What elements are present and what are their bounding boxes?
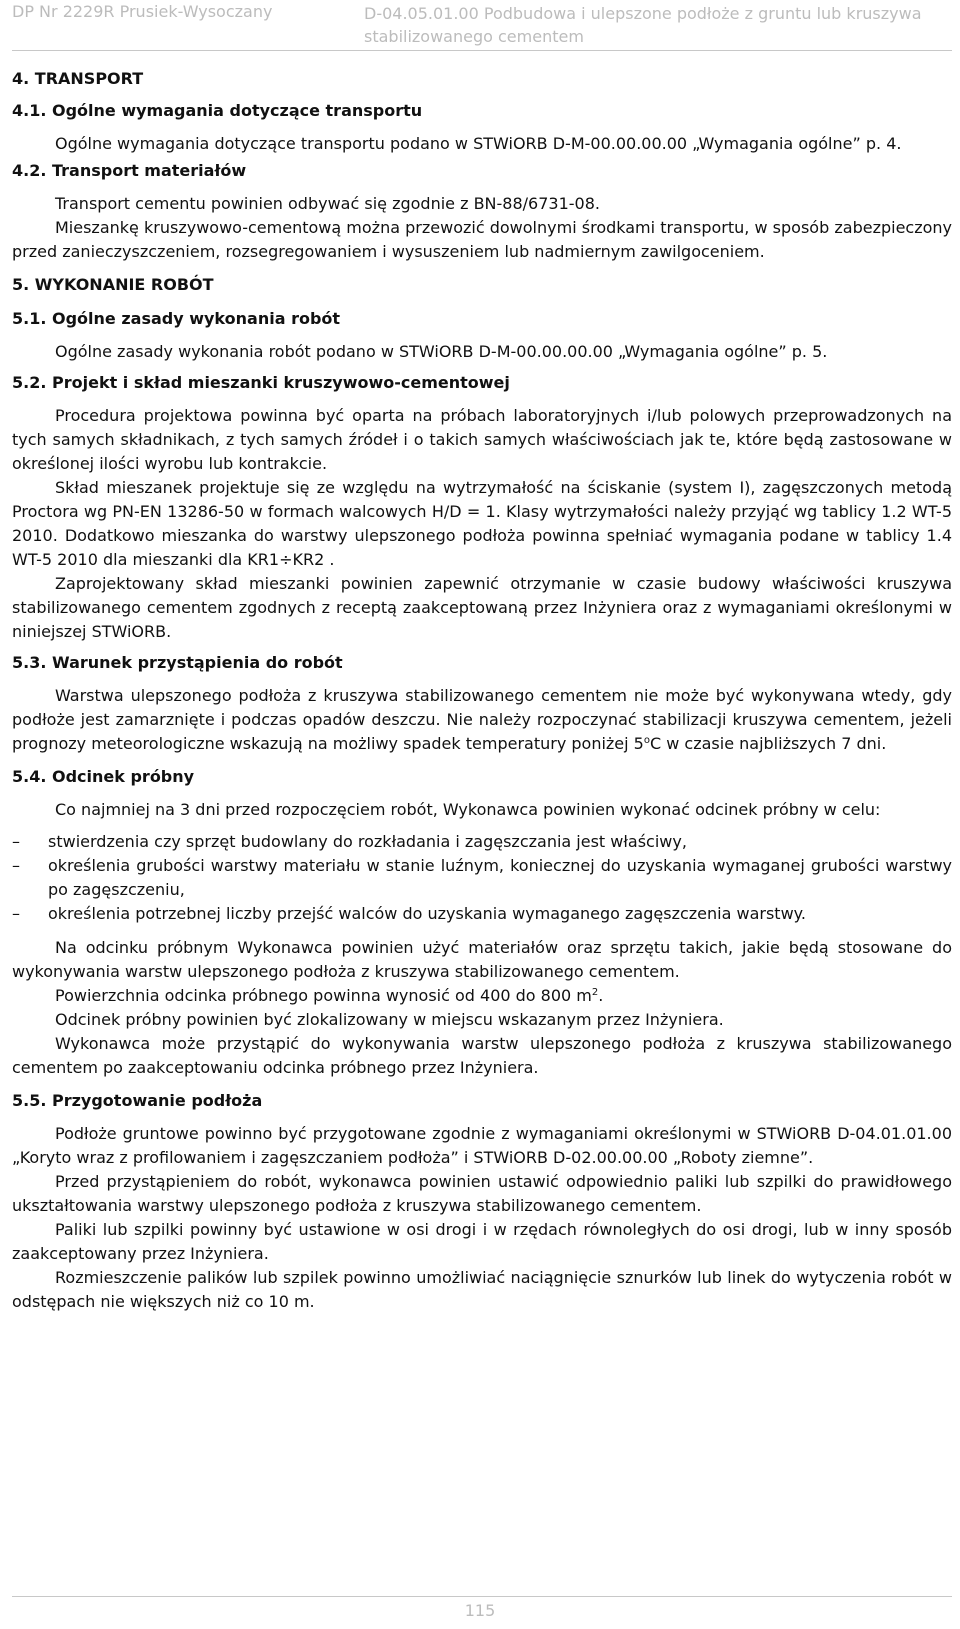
footer-divider: [12, 1596, 952, 1597]
section-heading-5: 5. WYKONANIE ROBÓT: [12, 275, 214, 294]
paragraph-5-3-text-b: C w czasie najbliższych 7 dni.: [649, 734, 887, 753]
section-heading-5-2: 5.2. Projekt i skład mieszanki kruszywowo-cementowej: [12, 373, 510, 392]
degree-superscript: o: [643, 735, 650, 746]
paragraph-5-4-2-text-b: .: [598, 986, 604, 1005]
section-heading-5-1: 5.1. Ogólne zasady wykonania robót: [12, 309, 341, 328]
list-item: – stwierdzenia czy sprzęt budowlany do rozkładania i zagęszczania jest właściwy,: [12, 830, 952, 854]
paragraph-5-4-3: Odcinek próbny powinien być zlokalizowany w miejscu wskazanym przez Inżyniera.: [55, 1010, 724, 1029]
paragraph-5-4-2: [12, 984, 952, 1008]
paragraph-4-2-2: Mieszankę kruszywowo-cementową można przewozić dowolnymi środkami transportu, w sposób zabezpieczony przed zanieczyszczeniem, rozsegregowaniem i wysuszeniem lub nadmiernym zawilgoceniem.: [12, 218, 952, 261]
header-project: DP Nr 2229R Prusiek-Wysoczany: [12, 2, 273, 21]
paragraph-5-5-2: Przed przystąpieniem do robót, wykonawca powinien ustawić odpowiednio paliki lub szpilki do prawidłowego ukształtowania warstwy ulepszonego podłoża z kruszywa stabilizowanego cementem.: [12, 1172, 952, 1215]
list-item: – określenia grubości warstwy materiału w stanie luźnym, koniecznej do uzyskania wymaganej grubości warstwy po zagęszczeniu,: [12, 854, 952, 902]
paragraph-5-3-text-a: Warstwa ulepszonego podłoża z kruszywa stabilizowanego cementem nie może być wykonywana wtedy, gdy podłoże jest zamarznięte i podczas opadów deszczu. Nie należy rozpoczynać stabilizacji kruszywa cementem, jeżeli prognozy meteorologiczne wskazują na możliwy spadek temperatury poniżej 5: [12, 686, 952, 753]
section-heading-4-2: 4.2. Transport materiałów: [12, 161, 247, 180]
page-header: [12, 0, 952, 51]
header-spec-line1: D-04.05.01.00 Podbudowa i ulepszone podłoże z gruntu lub kruszywa: [364, 4, 922, 23]
section-heading-4-1: 4.1. Ogólne wymagania dotyczące transportu: [12, 101, 423, 120]
section-heading-4: 4. TRANSPORT: [12, 69, 144, 88]
list-item: – określenia potrzebnej liczby przejść walców do uzyskania wymaganego zagęszczenia warstwy.: [12, 902, 952, 926]
header-spec-line2: stabilizowanego cementem: [364, 27, 584, 46]
paragraph-4-1: Ogólne wymagania dotyczące transportu podano w STWiORB D-M-00.00.00.00 „Wymagania ogólne” p. 4.: [55, 134, 902, 153]
paragraph-5-5-4: Rozmieszczenie palików lub szpilek powinno umożliwiać naciągnięcie sznurków lub linek do wytyczenia robót w odstępach nie większych niż co 10 m.: [12, 1268, 952, 1311]
header-spec-title: [364, 2, 922, 48]
page-number: 115: [464, 1601, 496, 1620]
paragraph-5-2-3: Zaprojektowany skład mieszanki powinien zapewnić otrzymanie w czasie budowy właściwości kruszywa stabilizowanego cementem zgodnych z receptą zaakceptowaną przez Inżyniera oraz z wymaganiami określonymi w niniejszej STWiORB.: [12, 574, 952, 641]
document-body: [12, 68, 952, 1314]
paragraph-5-2-1: Procedura projektowa powinna być oparta na próbach laboratoryjnych i/lub polowych przeprowadzonych na tych samych składnikach, z tych samych źródeł i o takich samych właściwościach jak te, które będą zastosowane w określonej ilości wyrobu lub kontrakcie.: [12, 406, 952, 473]
paragraph-4-2-1: Transport cementu powinien odbywać się zgodnie z BN-88/6731-08.: [55, 194, 600, 213]
trial-section-purpose-list: [12, 830, 952, 926]
paragraph-5-4-2-text-a: Powierzchnia odcinka próbnego powinna wynosić od 400 do 800 m: [55, 986, 592, 1005]
section-heading-5-4: 5.4. Odcinek próbny: [12, 767, 195, 786]
paragraph-5-5-3: Paliki lub szpilki powinny być ustawione w osi drogi i w rzędach równoległych do osi drogi, lub w inny sposób zaakceptowany przez Inżyniera.: [12, 1220, 952, 1263]
section-heading-5-5: 5.5. Przygotowanie podłoża: [12, 1091, 263, 1110]
square-superscript: 2: [591, 987, 599, 998]
paragraph-5-1: Ogólne zasady wykonania robót podano w STWiORB D-M-00.00.00.00 „Wymagania ogólne” p. 5.: [55, 342, 828, 361]
paragraph-5-4-1: Na odcinku próbnym Wykonawca powinien użyć materiałów oraz sprzętu takich, jakie będą stosowane do wykonywania warstw ulepszonego podłoża z kruszywa stabilizowanego cementem.: [12, 938, 952, 981]
paragraph-5-3: [12, 684, 952, 756]
paragraph-5-4-4: Wykonawca może przystąpić do wykonywania warstw ulepszonego podłoża z kruszywa stabilizowanego cementem po zaakceptowaniu odcinka próbnego przez Inżyniera.: [12, 1034, 952, 1077]
paragraph-5-5-1: Podłoże gruntowe powinno być przygotowane zgodnie z wymaganiami określonymi w STWiORB D-04.01.01.00 „Koryto wraz z profilowaniem i zagęszczaniem podłoża” i STWiORB D-02.00.00.00 „Roboty ziemne”.: [12, 1124, 952, 1167]
section-heading-5-3: 5.3. Warunek przystąpienia do robót: [12, 653, 343, 672]
paragraph-5-2-2: Skład mieszanek projektuje się ze względu na wytrzymałość na ściskanie (system I), zagęszczonych metodą Proctora wg PN-EN 13286-50 w formach walcowych H/D = 1. Klasy wytrzymałości należy przyjąć wg tablicy 1.2 WT-5 2010. Dodatkowo mieszanka do warstwy ulepszonego podłoża powinna spełniać wymagania podane w tablicy 1.4 WT-5 2010 dla mieszanki dla KR1÷KR2 .: [12, 478, 952, 569]
paragraph-5-4-intro: Co najmniej na 3 dni przed rozpoczęciem robót, Wykonawca powinien wykonać odcinek próbny w celu:: [55, 800, 881, 819]
